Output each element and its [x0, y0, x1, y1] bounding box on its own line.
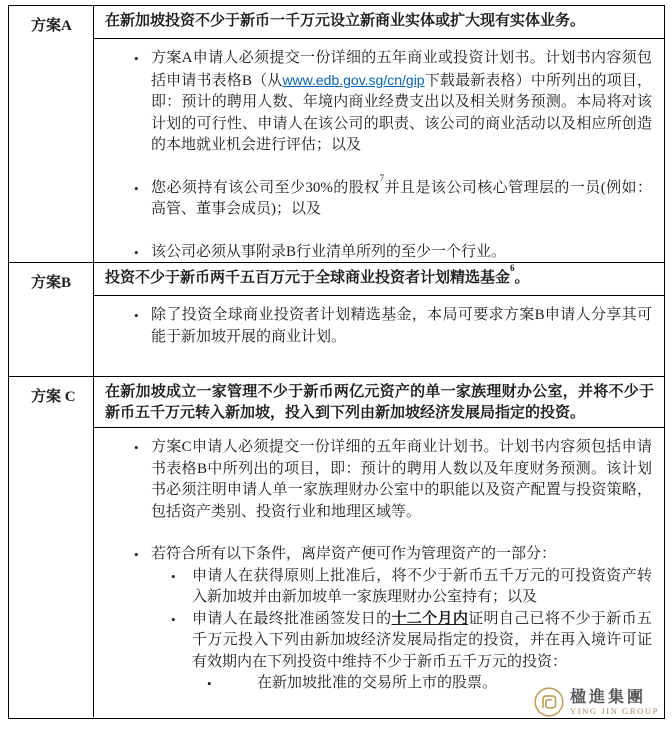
bullet-icon: • — [134, 244, 139, 260]
plan-row-1 — [9, 6, 664, 263]
bullet-item — [94, 609, 664, 674]
emphasized-deadline-text: 十二个月内 — [391, 610, 469, 627]
plan-content-cell — [94, 377, 664, 717]
bullet-text: 若符合所有以下条件，离岸资产便可作为管理资产的一部分： — [151, 546, 557, 562]
bullet-text: 在新加坡批准的交易所上市的股票。 — [257, 675, 498, 691]
plan-requirement-header: 在新加坡投资不少于新币一千万元设立新商业实体或扩大现有实体业务。 — [94, 6, 664, 39]
bullet-text: 您必须持有该公司至少30%的股权$^7$并且是该公司核心管理层的一员(例如：高管、董事会成员)；以及 — [151, 172, 652, 217]
footnote-reference: 7 — [379, 172, 385, 183]
plan-requirement-header: 在新加坡成立一家管理不少于新币两亿元资产的单一家族理财办公室，并将不少于新币五千万元转入新加坡，投入到下列由新加坡经济发展局指定的投资。 — [94, 377, 664, 428]
edb-gip-link[interactable]: www.edb.gov.sg/cn/gip — [282, 71, 425, 88]
bullet-icon: • — [134, 547, 139, 562]
plan-details — [94, 428, 664, 717]
bullet-text: 除了投资全球商业投资者计划精选基金，本局可要求方案B申请人分享其可能于新加坡开展的商业计划。 — [151, 307, 652, 345]
bullet-icon: • — [134, 308, 139, 323]
plan-label: 方案B — [9, 263, 94, 376]
bullet-item — [94, 242, 664, 263]
bullet-item — [94, 437, 664, 523]
plan-row-2 — [9, 263, 664, 377]
plan-details — [94, 296, 664, 376]
footnote-reference: 6 — [510, 263, 515, 273]
plan-requirement-header: 投资不少于新币两千五百万元于全球商业投资者计划精选基金$^6$。 — [94, 263, 664, 296]
bullet-icon: • — [171, 568, 176, 584]
logo-company-name-cn: 楹進集團 — [570, 688, 647, 706]
plan-details — [94, 39, 664, 262]
bullet-item — [94, 544, 664, 566]
yingjin-logo-icon — [533, 686, 565, 718]
bullet-text: 方案A申请人必须提交一份详细的五年商业或投资计划书。计划书内容须包括申请书表格B（从www.edb.gov.sg/cn/gip下载最新表格）中所列出的项目，即：预计的聘用人数、年境内商业经费支出以及相关财务预测。本局将对该计划的可行性、申请人在该公司的职责、该公司的商业活动以及相应所创造的本地就业机会进行评估；以及 — [151, 50, 652, 153]
bullet-item — [94, 48, 664, 157]
logo-text — [570, 689, 659, 716]
bullet-icon: • — [207, 676, 212, 691]
plan-content-cell — [94, 263, 664, 376]
bullet-icon: • — [134, 440, 139, 455]
bullet-text: 申请人在获得原则上批准后，将不少于新币五千万元的可投资资产转入新加坡并由新加坡单一家族理财办公室持有；以及 — [192, 567, 652, 605]
bullet-item — [94, 305, 664, 348]
bullet-item — [94, 172, 664, 221]
bullet-icon: • — [171, 611, 176, 627]
bullet-text: 申请人在最终批准函签发日的十二个月内证明自己已将不少于新币五千万元投入下列由新加坡经济发展局指定的投资，并在再入境许可证有效期内在下列投资中维持不少于新币五千万元的投资： — [192, 610, 652, 670]
gip-options-table — [8, 5, 665, 719]
plan-label: 方案 C — [9, 377, 94, 717]
plan-content-cell — [94, 6, 664, 262]
bullet-icon: • — [134, 180, 139, 196]
bullet-text: 方案C申请人必须提交一份详细的五年商业计划书。计划书内容须包括申请书表格B中所列出的项目，即：预计的聘用人数以及年度财务预测。该计划书必须注明申请人单一家族理财办公室中的职能以及资产配置与投资策略，包括资产类别、投资行业和地理区域等。 — [151, 439, 652, 520]
plan-label: 方案A — [9, 6, 94, 262]
plan-row-3 — [9, 377, 664, 717]
bullet-text: 该公司必须从事附录B行业清单所列的至少一个行业。 — [151, 243, 507, 260]
bullet-icon: • — [134, 51, 139, 66]
logo-company-name-en: YING JIN GROUP — [570, 705, 659, 716]
bullet-item — [94, 566, 664, 609]
yingjin-logo — [529, 686, 659, 718]
